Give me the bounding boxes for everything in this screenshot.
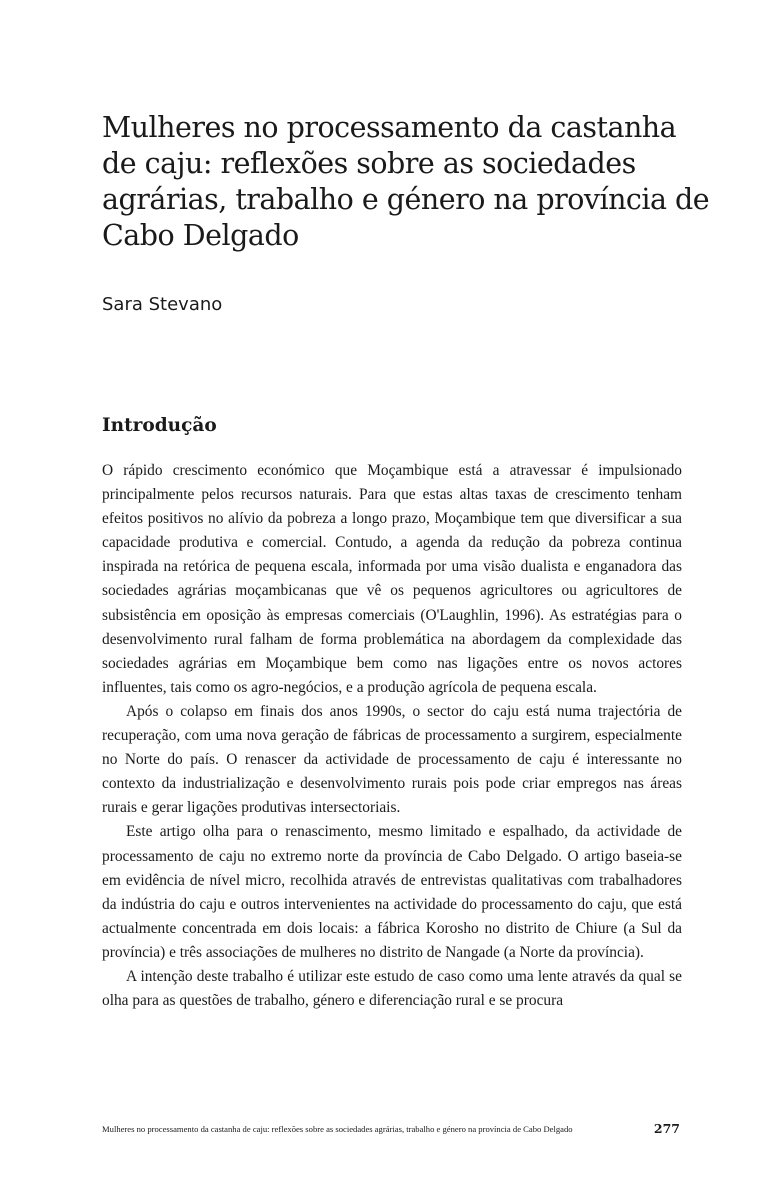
title-line: agrárias, trabalho e género na província de: [102, 183, 710, 216]
article-title: [102, 110, 710, 254]
body-text: [102, 459, 682, 1013]
paragraph: A intenção deste trabalho é utilizar este estudo de caso como uma lente através da qual se olha para as questões de trabalho, género e diferenciação rural e se procura: [102, 967, 682, 1010]
title-line: Mulheres no processamento da castanha: [102, 111, 677, 144]
page-footer: [102, 1121, 682, 1139]
page-number: 277: [653, 1121, 680, 1136]
author-name: Sara Stevano: [102, 294, 223, 315]
paragraph: Este artigo olha para o renascimento, mesmo limitado e espalhado, da actividade de processamento de caju no extremo norte da província de Cabo Delgado. O artigo baseia-se em evidência de nível micro, recolhida através de entrevistas qualitativas com trabalhadores da indústria do caju e outros intervenientes na actividade do processamento do caju, que está actualmente concentrada em dois locais: a fábrica Korosho no distrito de Chiure (a Sul da província) e três associações de mulheres no distrito de Nangade (a Norte da província).: [102, 823, 682, 961]
title-line: de caju: reflexões sobre as sociedades: [102, 147, 636, 180]
title-line: Cabo Delgado: [102, 219, 299, 252]
running-title: Mulheres no processamento da castanha de caju: reflexões sobre as sociedades agrárias, trabalho e género na província de Cabo Delgado: [102, 1124, 573, 1134]
paragraph: Após o colapso em finais dos anos 1990s, o sector do caju está numa trajectória de recuperação, com uma nova geração de fábricas de processamento a surgirem, especialmente no Norte do país. O renascer da actividade de processamento de caju é interessante no contexto da industrialização e desenvolvimento rurais pois pode criar empregos nas áreas rurais e gerar ligações produtivas intersectoriais.: [102, 702, 682, 817]
paragraph: O rápido crescimento económico que Moçambique está a atravessar é impulsionado principalmente pelos recursos naturais. Para que estas altas taxas de crescimento tenham efeitos positivos no alívio da pobreza a longo prazo, Moçambique tem que diversificar a sua capacidade produtiva e comercial. Contudo, a agenda da redução da pobreza continua inspirada na retórica de pequena escala, informada por uma visão dualista e enganadora das sociedades agrárias moçambicanas que vê os pequenos agricultores ou agricultores de subsistência em oposição às empresas comerciais (O'Laughlin, 1996). As estratégias para o desenvolvimento rural falham de forma problemática na abordagem da complexidade das sociedades agrárias em Moçambique bem como nas ligações entre os novos actores influentes, tais como os agro-negócios, e a produção agrícola de pequena escala.: [102, 462, 682, 696]
section-heading: Introdução: [102, 415, 217, 436]
